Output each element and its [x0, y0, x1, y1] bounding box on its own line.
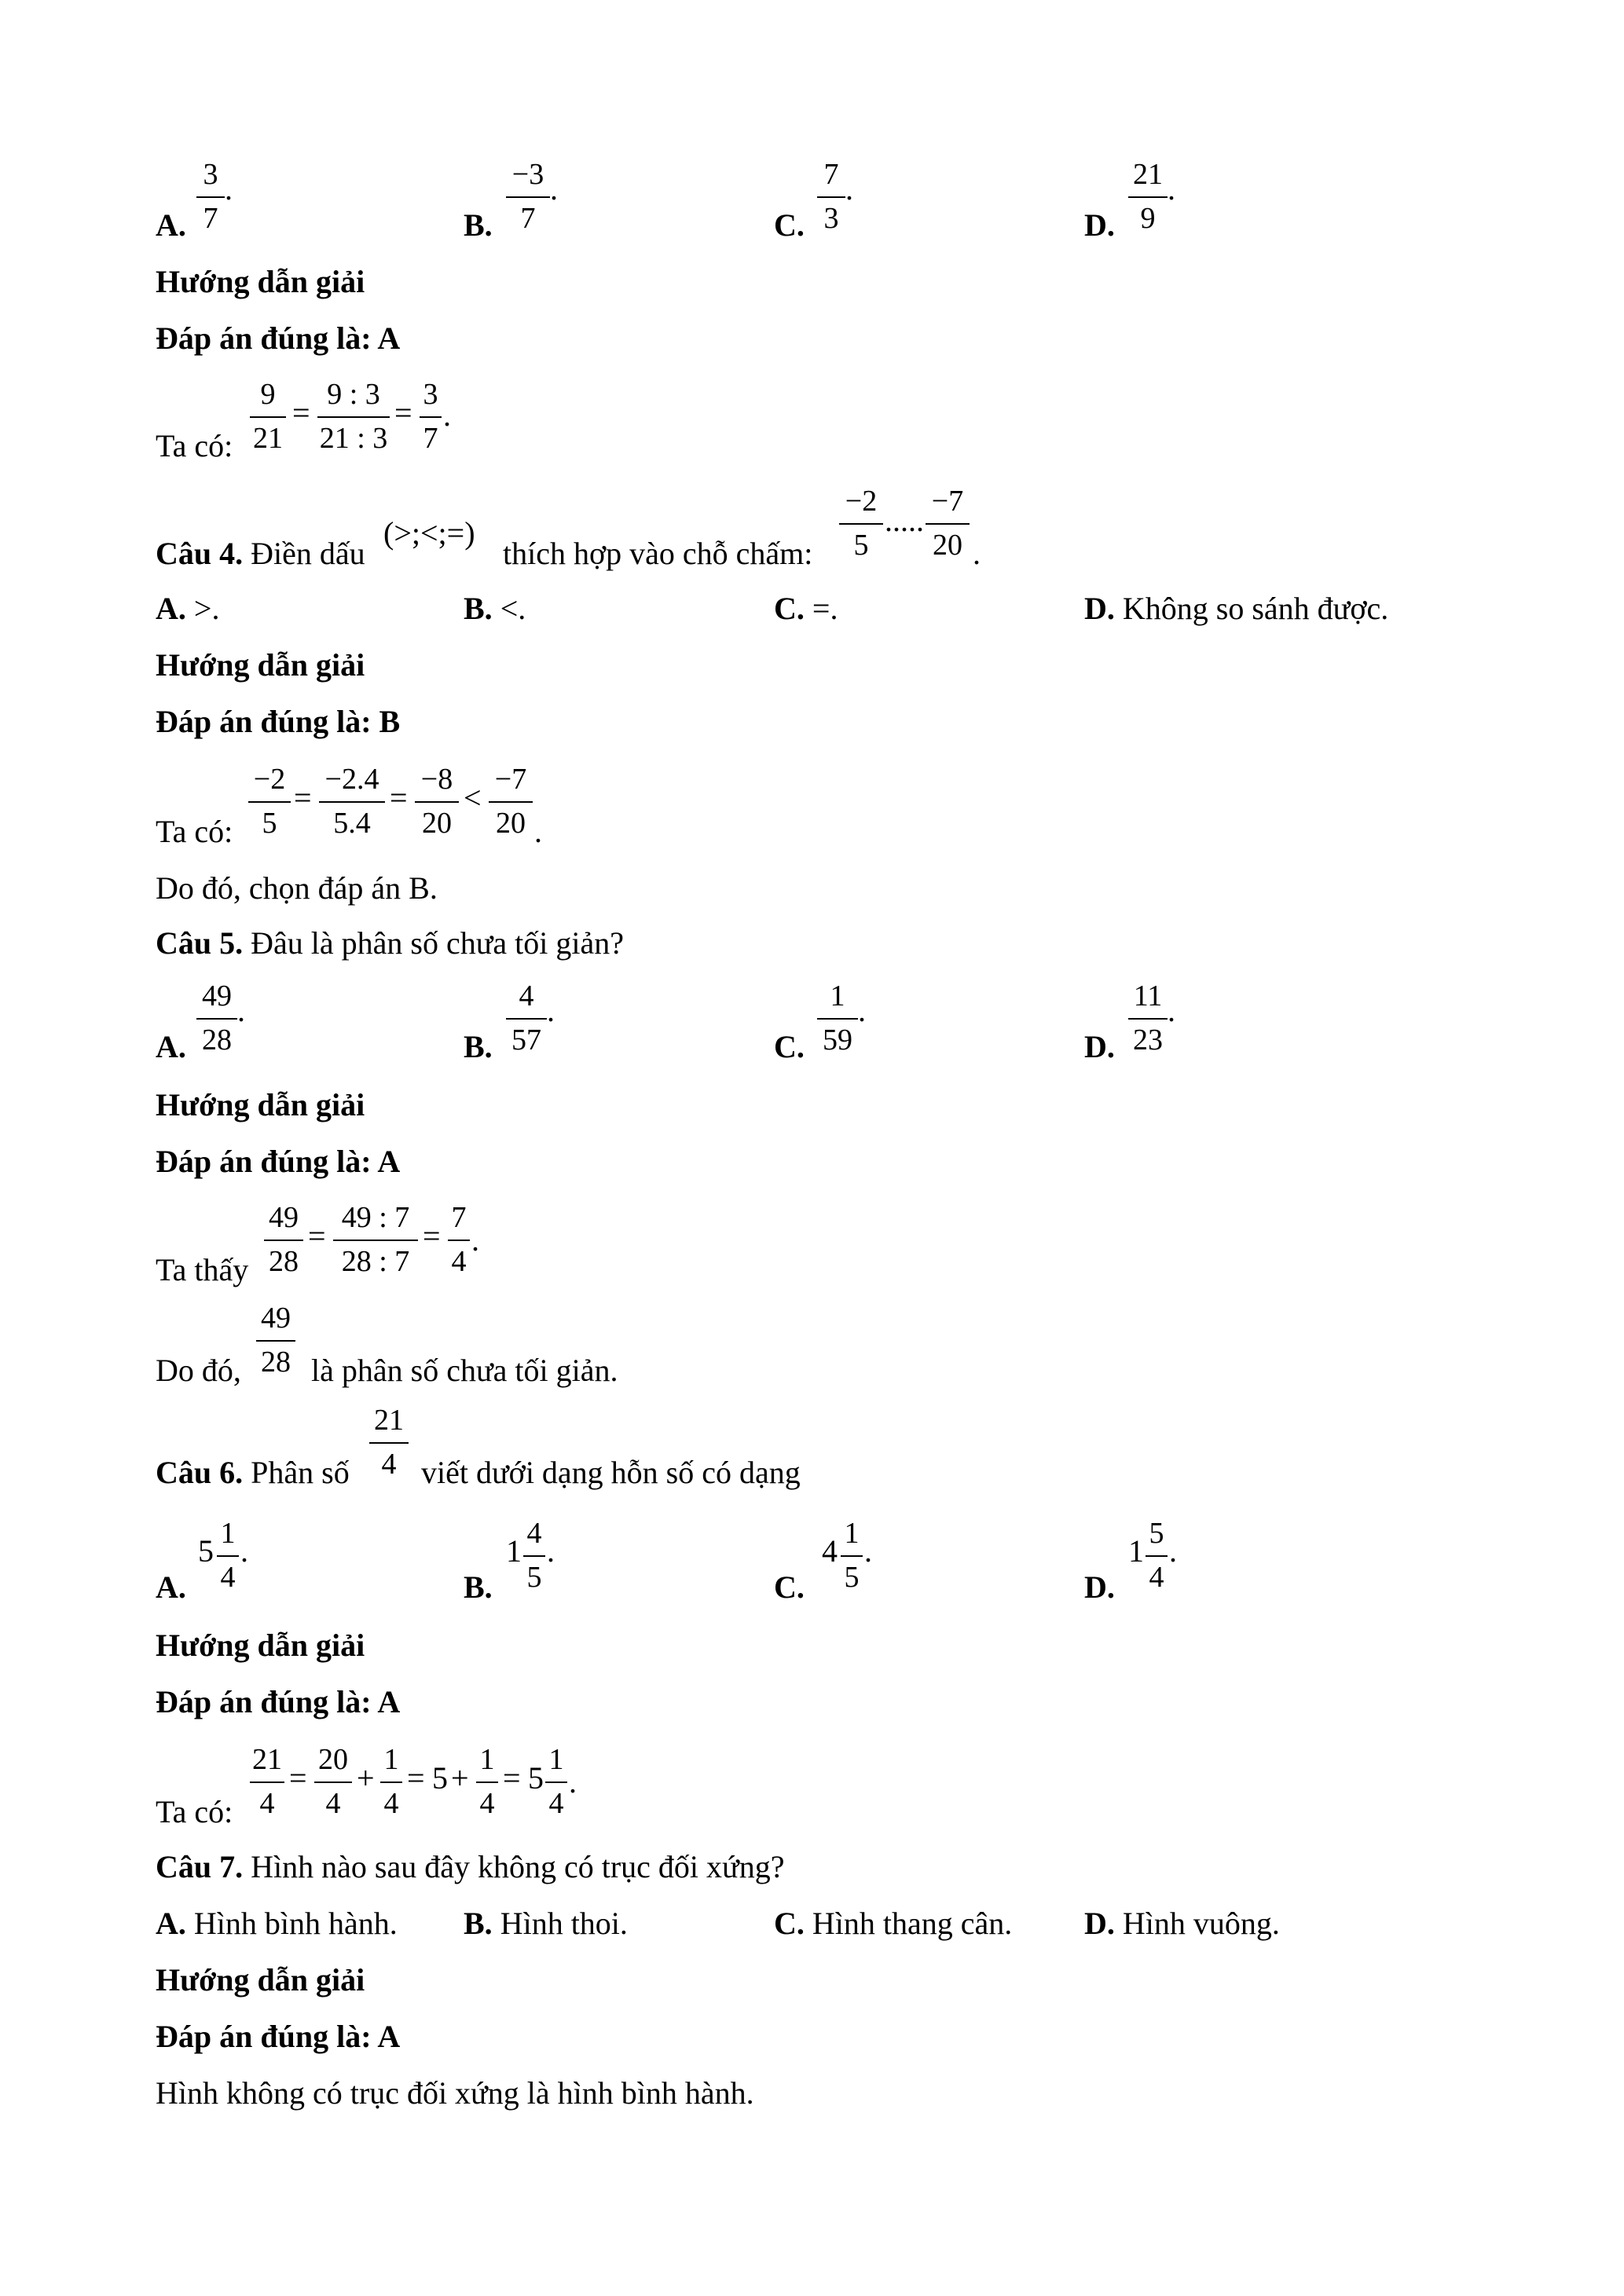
q3-guide-heading: Hướng dẫn giải [156, 264, 365, 299]
q3-option-c-fraction: 7 3 [817, 157, 845, 236]
q4-option-a: A. >. [156, 591, 220, 626]
q5-ta-thay: Ta thấy [156, 1252, 249, 1287]
q5-answer: Đáp án đúng là: A [156, 1144, 401, 1179]
q3-work-frac-2: 9 : 3 21 : 3 [317, 377, 390, 456]
q3-ta-co: Ta có: [156, 428, 233, 463]
q6-work-frac-1: 21 4 [250, 1742, 284, 1821]
q4-dots: ..... [885, 503, 924, 538]
q3-option-a-fraction: 3 7 [196, 157, 225, 236]
q6-fraction: 21 4 [369, 1403, 409, 1481]
q6-answer: Đáp án đúng là: A [156, 1684, 401, 1719]
q7-option-b: B. Hình thoi. [464, 1906, 628, 1941]
q7-option-c: C. Hình thang cân. [774, 1906, 1013, 1941]
q4-guide-heading: Hướng dẫn giải [156, 647, 365, 683]
q7-question: Câu 7. Hình nào sau đây không có trục đối xứng? [156, 1849, 785, 1884]
q4-work-frac-1: −2 5 [248, 762, 291, 840]
document-page: A. 3 7 . B. −3 7 . C. 7 3 . D. 21 9 . Hướng dẫn giải Đáp án đúng là: A Ta có: 9 21 = 9 : 3 21 : 3 = 3 7 . Câu 4. Điền dấu (>;<;=) thích hợp vào chỗ chấm: −2 5 ..... −7 20 . A. >. B. <. C. =. D. Không so sánh được. Hướng dẫn giải Đáp án đúng là: B Ta có: −2 5 = −2.4 5.4 = −8 20 < −7 20 . Do đó, chọn đáp án B. Câu 5. Đâu là phân số chưa tối giản? A. 49 28 . B. 4 57 . C. 1 59 . D. 11 23 . Hướng dẫn giải Đáp án đúng là: A Ta thấy 49 28 = 49 : 7 28 : 7 = 7 4 . Do đó, 49 28 là phân số chưa tối giản. Câu 6. Phân số 21 4 viết dưới dạng hỗn số có dạng A. 5 1 4 . B. 1 4 5 . C. 4 1 5 . D. 1 5 4 . Hướng dẫn giải Đáp án đúng là: A Ta có: 21 4 = 20 4 + 1 4 = 5 + 1 4 = 5 1 4 . Câu 7. Hình nào sau đây không có trục đối xứng? A. Hình bình hành. B. Hình thoi. C. Hình thang cân. D. Hình vuông. Hướng dẫn giải Đáp án đúng là: A Hình không có trục đối xứng là hình bình hành. [156, 158, 1389, 2111]
option-d-letter: D. [1084, 1569, 1115, 1605]
q4-text-1: Điền dấu [251, 536, 365, 571]
option-b-letter: B. [464, 207, 493, 243]
q7-conclusion: Hình không có trục đối xứng là hình bình hành. [156, 2075, 754, 2111]
option-c-letter: C. [774, 1569, 805, 1605]
q6-work-frac-4: 1 4 [476, 1742, 498, 1821]
option-c-letter: C. [774, 1029, 805, 1064]
q6-work-frac-3: 1 4 [380, 1742, 402, 1821]
option-b-letter: B. [464, 1569, 493, 1605]
option-c-letter: C. [774, 207, 805, 243]
q4-conclusion: Do đó, chọn đáp án B. [156, 870, 438, 906]
q6-work-frac-2: 20 4 [314, 1742, 352, 1821]
q3-answer: Đáp án đúng là: A [156, 320, 401, 356]
q6-work-frac-5: 1 4 [545, 1742, 567, 1821]
q7-guide-heading: Hướng dẫn giải [156, 1962, 365, 1998]
q5-work-frac-2: 49 : 7 28 : 7 [333, 1200, 418, 1279]
q5-conclusion-fraction: 49 28 [256, 1301, 295, 1379]
q4-option-b: B. <. [464, 591, 526, 626]
q4-option-d: D. Không so sánh được. [1084, 591, 1389, 626]
q6-guide-heading: Hướng dẫn giải [156, 1628, 365, 1663]
q5-question: Câu 5. Đâu là phân số chưa tối giản? [156, 925, 625, 961]
q5-option-d-fraction: 11 23 [1128, 979, 1168, 1057]
q4-work-frac-2: −2.4 5.4 [319, 762, 385, 840]
q6-option-a-fraction: 1 4 [217, 1516, 239, 1595]
q4-answer: Đáp án đúng là: B [156, 704, 401, 739]
q7-option-d: D. Hình vuông. [1084, 1906, 1280, 1941]
option-a-letter: A. [156, 207, 186, 243]
q3-work-frac-1: 9 21 [250, 377, 286, 456]
q4-work-frac-3: −8 20 [415, 762, 459, 840]
q5-work-frac-1: 49 28 [264, 1200, 303, 1279]
q4-fraction-1: −2 5 [839, 484, 883, 562]
q5-option-a-fraction: 49 28 [196, 979, 237, 1057]
q4-signs: (>;<;=) [383, 515, 475, 551]
q3-work-frac-3: 3 7 [420, 377, 442, 456]
q3-option-d-fraction: 21 9 [1128, 157, 1168, 236]
q6-option-b-fraction: 4 5 [523, 1516, 545, 1595]
option-a-letter: A. [156, 1569, 186, 1605]
q6-text-2: viết dưới dạng hỗn số có dạng [421, 1455, 801, 1490]
q4-fraction-2: −7 20 [926, 484, 970, 562]
option-d-letter: D. [1084, 1029, 1115, 1064]
q5-option-b-fraction: 4 57 [506, 979, 547, 1057]
q6-label: Câu 6. [156, 1455, 244, 1490]
q4-ta-co: Ta có: [156, 814, 233, 849]
option-d-letter: D. [1084, 207, 1115, 243]
q6-ta-co: Ta có: [156, 1794, 233, 1829]
q6-option-c-fraction: 1 5 [841, 1516, 863, 1595]
q7-answer: Đáp án đúng là: A [156, 2019, 401, 2054]
q5-work-frac-3: 7 4 [448, 1200, 470, 1279]
q4-text-2: thích hợp vào chỗ chấm: [503, 536, 813, 571]
q6-option-d-fraction: 5 4 [1146, 1516, 1168, 1595]
option-b-letter: B. [464, 1029, 493, 1064]
q4-label: Câu 4. [156, 536, 244, 571]
q5-option-c-fraction: 1 59 [817, 979, 858, 1057]
option-a-letter: A. [156, 1029, 186, 1064]
q7-option-a: A. Hình bình hành. [156, 1906, 398, 1941]
q4-option-c: C. =. [774, 591, 838, 626]
q5-guide-heading: Hướng dẫn giải [156, 1087, 365, 1122]
q4-work-frac-4: −7 20 [489, 762, 533, 840]
q3-option-b-fraction: −3 7 [506, 157, 550, 236]
q6-text-1: Phân số [251, 1455, 350, 1490]
